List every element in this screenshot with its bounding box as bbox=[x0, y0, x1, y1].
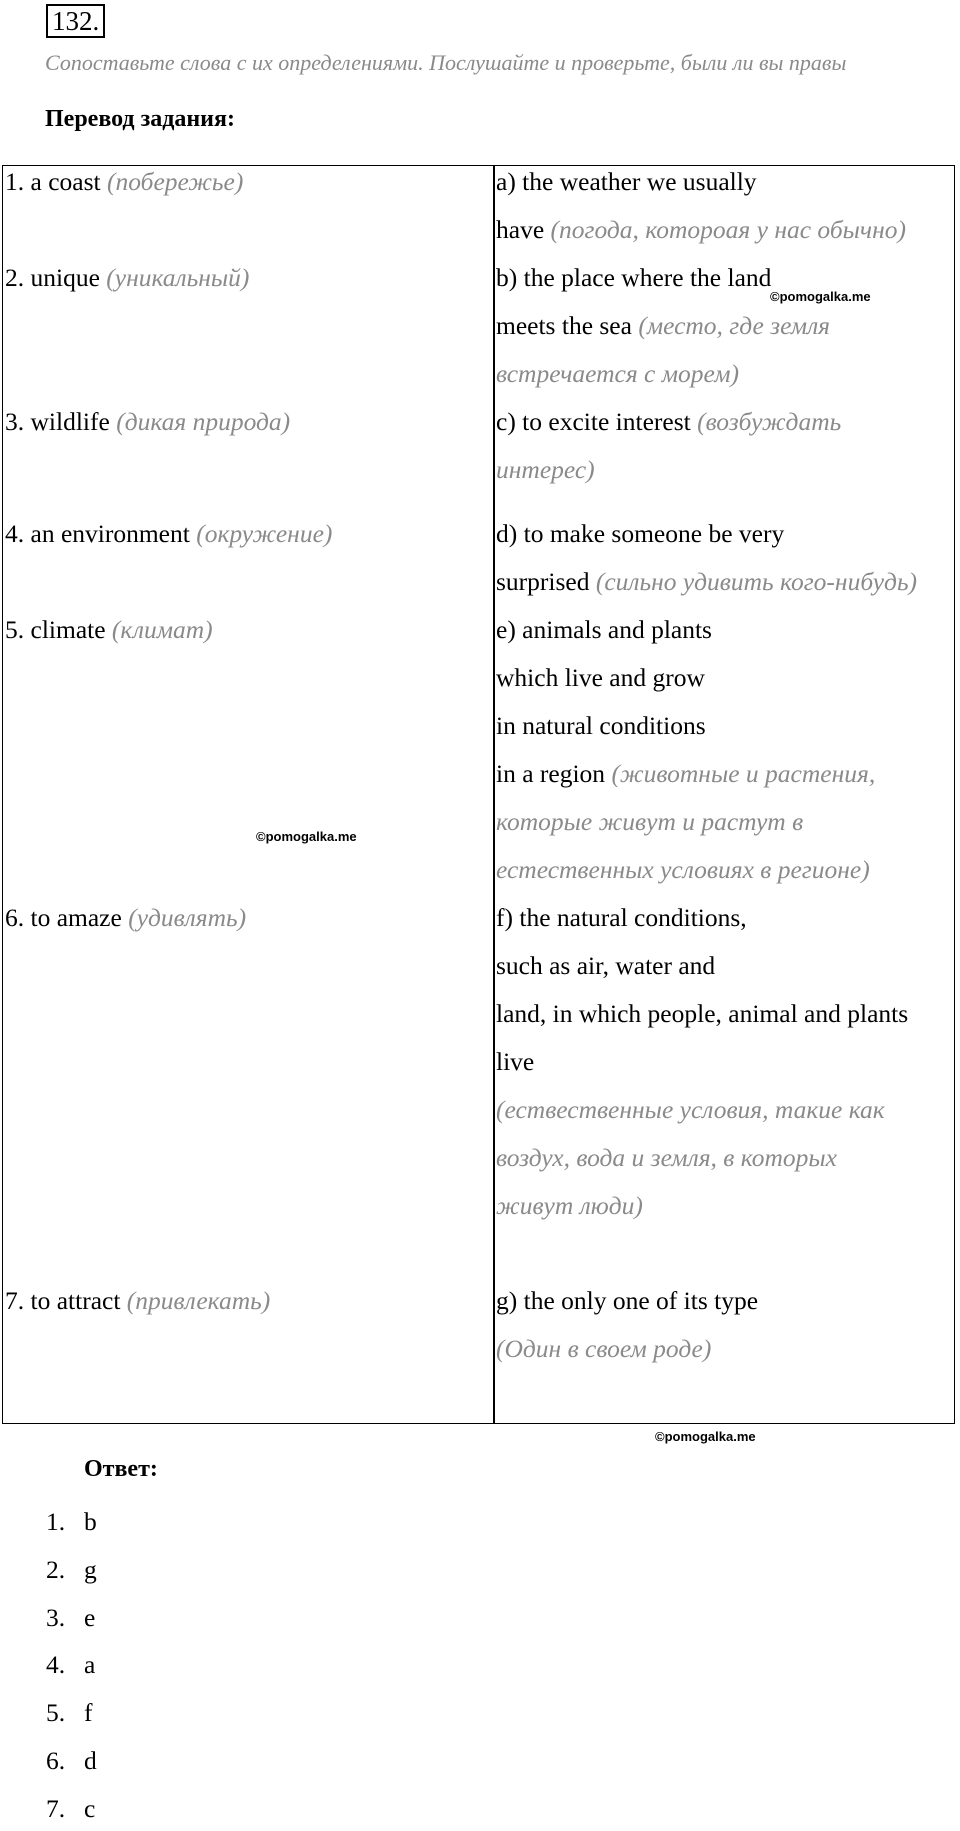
definition-line: in natural conditions bbox=[496, 711, 706, 740]
definition-line: воздух, вода и земля, в которых bbox=[496, 1143, 837, 1172]
definition-d bbox=[496, 510, 917, 606]
word-item: 2. unique (уникальный) bbox=[5, 263, 250, 292]
word-item: 6. to amaze (удивлять) bbox=[5, 903, 247, 932]
instruction-text: Сопоставьте слова с их определениями. Послушайте и проверьте, были ли вы правы bbox=[45, 50, 847, 75]
definition-line: встречается с морем) bbox=[496, 359, 739, 388]
definition-line: которые живут и растут в bbox=[496, 807, 804, 836]
answer-title: Ответ: bbox=[84, 1456, 158, 1482]
watermark: ©pomogalka.me bbox=[256, 829, 357, 844]
definition-line: (Один в своем роде) bbox=[496, 1334, 712, 1363]
exercise-number: 132. bbox=[46, 4, 105, 38]
definition-f bbox=[496, 894, 908, 1230]
watermark: ©pomogalka.me bbox=[655, 1429, 756, 1444]
section-title: Перевод задания: bbox=[45, 106, 235, 132]
word-item: 7. to attract (привлекать) bbox=[5, 1286, 271, 1315]
definition-line: meets the sea (место, где земля bbox=[496, 311, 831, 340]
watermark: ©pomogalka.me bbox=[770, 289, 871, 304]
word-item: 5. climate (климат) bbox=[5, 615, 213, 644]
definition-line: b) the place where the land bbox=[496, 263, 772, 292]
definition-line: c) to excite interest (возбуждать bbox=[496, 407, 842, 436]
definition-g bbox=[496, 1277, 758, 1373]
definition-line: естественных условиях в регионе) bbox=[496, 855, 870, 884]
definition-line: surprised (сильно удивить кого-нибудь) bbox=[496, 567, 918, 596]
word-item: 1. a coast (побережье) bbox=[5, 167, 244, 196]
definition-line: живут люди) bbox=[496, 1191, 643, 1220]
definition-c bbox=[496, 398, 841, 494]
definition-line: a) the weather we usually bbox=[496, 167, 757, 196]
definition-line: have (погода, котороая у нас обычно) bbox=[496, 215, 906, 244]
definition-line: g) the only one of its type bbox=[496, 1286, 759, 1315]
word-item: 3. wildlife (дикая природа) bbox=[5, 407, 291, 436]
definition-line: land, in which people, animal and plants bbox=[496, 999, 909, 1028]
definition-line: (ествественные условия, такие как bbox=[496, 1095, 885, 1124]
definition-line: e) animals and plants bbox=[496, 615, 712, 644]
definition-line: in a region (животные и растения, bbox=[496, 759, 876, 788]
definition-a bbox=[496, 158, 906, 254]
definition-line: d) to make someone be very bbox=[496, 519, 785, 548]
definition-e bbox=[496, 606, 875, 894]
definition-line: which live and grow bbox=[496, 663, 705, 692]
definition-line: live bbox=[496, 1047, 535, 1076]
definition-line: such as air, water and bbox=[496, 951, 716, 980]
definition-line: интерес) bbox=[496, 455, 595, 484]
definition-line: f) the natural conditions, bbox=[496, 903, 747, 932]
table-divider bbox=[493, 165, 495, 1424]
word-item: 4. an environment (окружение) bbox=[5, 519, 333, 548]
definition-b bbox=[496, 254, 830, 398]
